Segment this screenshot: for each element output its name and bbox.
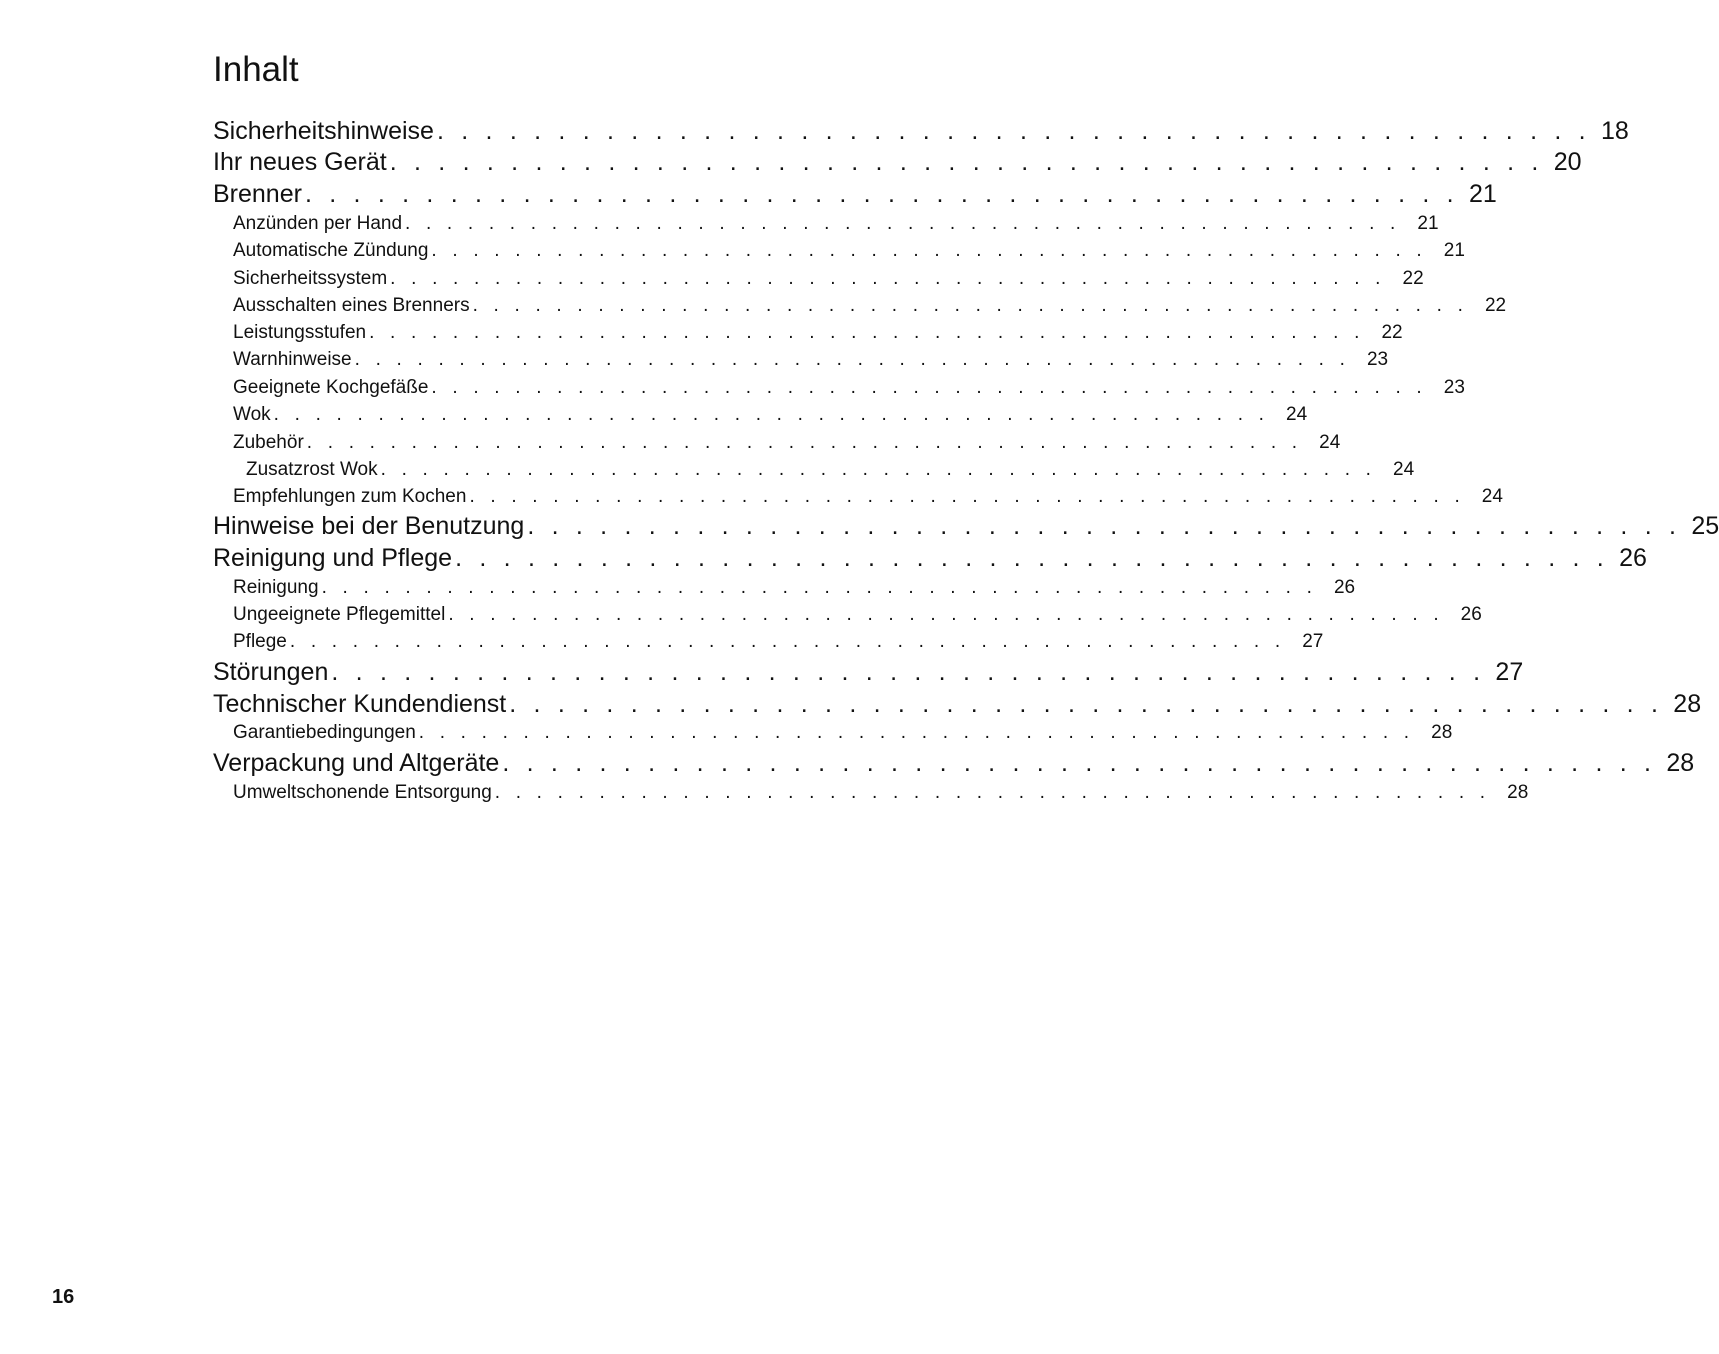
toc-entry[interactable] xyxy=(233,486,1503,512)
page-number: 16 xyxy=(52,1286,75,1308)
toc-entry-page: 22 xyxy=(1381,322,1403,343)
toc-entry[interactable] xyxy=(213,690,1702,720)
toc-entry[interactable] xyxy=(213,749,1695,779)
toc-entry-title: Sicherheitshinweise xyxy=(213,117,434,145)
toc-entry-title: Reinigung und Pflege xyxy=(213,544,453,572)
toc-dot-leader: . . . . . . . . . . . . . . . . . . . . . . . . . . . . . . . . . . . . . . . . . . . . . . . . xyxy=(472,295,1469,316)
toc-dot-leader: . . . . . . . . . . . . . . . . . . . . . . . . . . . . . . . . . . . . . . . . . . . . . . . . xyxy=(455,544,1609,572)
toc-dot-leader: . . . . . . . . . . . . . . . . . . . . . . . . . . . . . . . . . . . . . . . . . . . . . . . . xyxy=(354,349,1351,370)
toc-entry-page: 21 xyxy=(1469,180,1497,208)
toc-entry-title: Automatische Zündung xyxy=(233,240,429,261)
toc-entry-title: Ungeeignete Pflegemittel xyxy=(233,604,446,625)
toc-entry-title: Leistungsstufen xyxy=(233,322,367,343)
toc-entry-title: Anzünden per Hand xyxy=(233,213,403,234)
toc-dot-leader: . . . . . . . . . . . . . . . . . . . . . . . . . . . . . . . . . . . . . . . . . . . . . . . . xyxy=(331,658,1486,686)
toc-entry[interactable] xyxy=(246,459,1415,485)
toc-entry-page: 24 xyxy=(1481,486,1503,507)
toc-entry-title: Ausschalten eines Brenners xyxy=(233,295,470,316)
toc-entry-title: Umweltschonende Entsorgung xyxy=(233,782,492,803)
toc-entry-title: Störungen xyxy=(213,658,329,686)
toc-entry-title: Sicherheitssystem xyxy=(233,268,388,289)
toc-entry[interactable] xyxy=(233,295,1507,321)
toc-entry-title: Empfehlungen zum Kochen xyxy=(233,486,467,507)
toc-entry-page: 27 xyxy=(1302,631,1324,652)
toc-entry-title: Reinigung xyxy=(233,577,319,598)
toc-entry-page: 25 xyxy=(1691,512,1719,540)
toc-entry-page: 24 xyxy=(1286,404,1308,425)
toc-dot-leader: . . . . . . . . . . . . . . . . . . . . . . . . . . . . . . . . . . . . . . . . . . . . . . . . xyxy=(509,690,1664,718)
toc-entry-page: 28 xyxy=(1673,690,1702,718)
toc-entry-page: 26 xyxy=(1333,577,1356,598)
toc-dot-leader: . . . . . . . . . . . . . . . . . . . . . . . . . . . . . . . . . . . . . . . . . . . . . . . . xyxy=(436,117,1591,145)
toc-dot-leader: . . . . . . . . . . . . . . . . . . . . . . . . . . . . . . . . . . . . . . . . . . . . . . . . xyxy=(448,604,1444,625)
toc-dot-leader: . . . . . . . . . . . . . . . . . . . . . . . . . . . . . . . . . . . . . . . . . . . . . . . . xyxy=(418,722,1415,743)
toc-entry[interactable] xyxy=(213,512,1719,542)
toc-dot-leader: . . . . . . . . . . . . . . . . . . . . . . . . . . . . . . . . . . . . . . . . . . . . . . . . xyxy=(390,268,1386,289)
toc-entry[interactable] xyxy=(233,604,1482,630)
toc-entry[interactable] xyxy=(233,722,1453,748)
toc-entry-title: Geeignete Kochgefäße xyxy=(233,377,429,398)
toc-entry[interactable] xyxy=(213,658,1524,688)
toc-entry[interactable] xyxy=(233,432,1341,458)
toc-entry-title: Warnhinweise xyxy=(233,349,352,370)
toc-entry-page: 28 xyxy=(1431,722,1453,743)
page-title: Inhalt xyxy=(213,50,299,89)
toc-entry[interactable] xyxy=(233,268,1424,294)
toc-entry-page: 28 xyxy=(1666,749,1695,777)
toc-dot-leader: . . . . . . . . . . . . . . . . . . . . . . . . . . . . . . . . . . . . . . . . . . . . . . . . xyxy=(304,180,1459,208)
toc-dot-leader: . . . . . . . . . . . . . . . . . . . . . . . . . . . . . . . . . . . . . . . . . . . . . . . . xyxy=(431,240,1427,261)
toc-entry[interactable] xyxy=(233,404,1308,430)
toc-entry[interactable] xyxy=(233,349,1389,375)
toc-dot-leader: . . . . . . . . . . . . . . . . . . . . . . . . . . . . . . . . . . . . . . . . . . . . . . . . xyxy=(321,577,1318,598)
toc-entry[interactable] xyxy=(213,148,1582,178)
toc-entry-title: Zusatzrost Wok xyxy=(246,459,378,480)
toc-dot-leader: . . . . . . . . . . . . . . . . . . . . . . . . . . . . . . . . . . . . . . . . . . . . . . . . xyxy=(527,512,1682,540)
toc-entry-page: 24 xyxy=(1319,432,1341,453)
toc-dot-leader: . . . . . . . . . . . . . . . . . . . . . . . . . . . . . . . . . . . . . . . . . . . . . . . . xyxy=(389,148,1544,176)
toc-entry[interactable] xyxy=(233,322,1403,348)
toc-dot-leader: . . . . . . . . . . . . . . . . . . . . . . . . . . . . . . . . . . . . . . . . . . . . . . . . xyxy=(405,213,1401,234)
toc-entry-title: Zubehör xyxy=(233,432,304,453)
toc-entry-title: Ihr neues Gerät xyxy=(213,148,387,176)
toc-entry-title: Garantiebedingungen xyxy=(233,722,416,743)
toc-entry[interactable] xyxy=(233,240,1465,266)
toc-entry[interactable] xyxy=(233,631,1324,657)
toc-entry[interactable] xyxy=(233,782,1529,808)
toc-entry-page: 24 xyxy=(1393,459,1415,480)
toc-entry-page: 22 xyxy=(1484,295,1507,316)
toc-entry-page: 21 xyxy=(1443,240,1465,261)
toc-dot-leader: . . . . . . . . . . . . . . . . . . . . . . . . . . . . . . . . . . . . . . . . . . . . . . . . xyxy=(273,404,1270,425)
toc-entry[interactable] xyxy=(213,117,1629,147)
toc-entry-page: 26 xyxy=(1460,604,1482,625)
toc-entry[interactable] xyxy=(233,577,1356,603)
toc-entry-page: 23 xyxy=(1443,377,1465,398)
toc-dot-leader: . . . . . . . . . . . . . . . . . . . . . . . . . . . . . . . . . . . . . . . . . . . . . . . . xyxy=(494,782,1491,803)
toc-dot-leader: . . . . . . . . . . . . . . . . . . . . . . . . . . . . . . . . . . . . . . . . . . . . . . . . xyxy=(431,377,1427,398)
toc-dot-leader: . . . . . . . . . . . . . . . . . . . . . . . . . . . . . . . . . . . . . . . . . . . . . . . . xyxy=(289,631,1286,652)
toc-entry-page: 27 xyxy=(1495,658,1524,686)
toc-entry-page: 26 xyxy=(1619,544,1647,572)
toc-dot-leader: . . . . . . . . . . . . . . . . . . . . . . . . . . . . . . . . . . . . . . . . . . . . . . . . xyxy=(469,486,1465,507)
toc-entry-title: Technischer Kundendienst xyxy=(213,690,507,718)
toc-dot-leader: . . . . . . . . . . . . . . . . . . . . . . . . . . . . . . . . . . . . . . . . . . . . . . . . xyxy=(369,322,1365,343)
toc-entry-page: 20 xyxy=(1553,148,1582,176)
toc-entry-page: 28 xyxy=(1507,782,1529,803)
toc-entry-page: 18 xyxy=(1601,117,1629,145)
toc-entry-title: Pflege xyxy=(233,631,287,652)
toc-entry-page: 22 xyxy=(1402,268,1424,289)
toc-dot-leader: . . . . . . . . . . . . . . . . . . . . . . . . . . . . . . . . . . . . . . . . . . . . . . . . xyxy=(306,432,1303,453)
toc-entry[interactable] xyxy=(213,180,1497,210)
toc-entry-title: Wok xyxy=(233,404,271,425)
toc-entry-title: Hinweise bei der Benutzung xyxy=(213,512,525,540)
toc-dot-leader: . . . . . . . . . . . . . . . . . . . . . . . . . . . . . . . . . . . . . . . . . . . . . . . . xyxy=(502,749,1657,777)
toc-entry-title: Verpackung und Altgeräte xyxy=(213,749,500,777)
toc-entry[interactable] xyxy=(233,377,1465,403)
toc-entry[interactable] xyxy=(213,544,1647,574)
toc-entry-title: Brenner xyxy=(213,180,302,208)
toc-dot-leader: . . . . . . . . . . . . . . . . . . . . . . . . . . . . . . . . . . . . . . . . . . . . . . . . xyxy=(380,459,1377,480)
toc-entry-page: 21 xyxy=(1417,213,1439,234)
toc-entry[interactable] xyxy=(233,213,1439,239)
toc-entry-page: 23 xyxy=(1366,349,1389,370)
